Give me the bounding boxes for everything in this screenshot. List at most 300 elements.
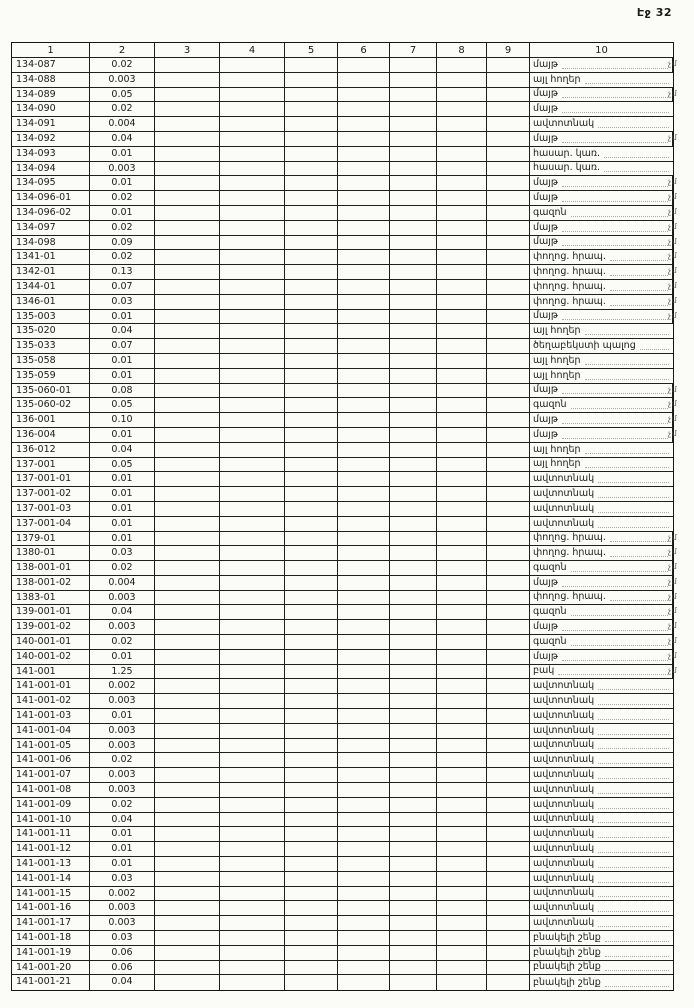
land-use-text: ավտոտնակ xyxy=(533,917,595,929)
empty-cell xyxy=(285,369,338,384)
dotted-leader xyxy=(562,586,668,587)
empty-cell xyxy=(155,339,220,354)
dotted-leader xyxy=(562,438,668,439)
empty-cell xyxy=(487,162,530,177)
empty-cell xyxy=(155,295,220,310)
area-value: 0.01 xyxy=(90,428,155,443)
empty-cell xyxy=(487,532,530,547)
land-use xyxy=(530,458,673,473)
empty-cell xyxy=(487,369,530,384)
empty-cell xyxy=(338,458,390,473)
area-value: 0.004 xyxy=(90,576,155,591)
land-use xyxy=(530,176,673,191)
table-row xyxy=(12,546,678,561)
dotted-leader xyxy=(605,941,669,942)
parcel-code: 141-001-07 xyxy=(12,768,90,783)
empty-cell xyxy=(220,591,285,606)
empty-cell xyxy=(220,502,285,517)
empty-cell xyxy=(155,73,220,88)
empty-cell xyxy=(155,975,220,990)
dotted-leader xyxy=(585,467,669,468)
empty-cell xyxy=(155,561,220,576)
area-value: 0.01 xyxy=(90,650,155,665)
parcel-code: 134-087 xyxy=(12,58,90,73)
empty-cell xyxy=(285,665,338,680)
empty-cell xyxy=(487,887,530,902)
empty-cell xyxy=(390,620,437,635)
land-use xyxy=(530,975,673,990)
parcel-code: 1380-01 xyxy=(12,546,90,561)
empty-cell xyxy=(338,310,390,325)
empty-cell xyxy=(390,413,437,428)
empty-cell xyxy=(155,176,220,191)
table-row xyxy=(12,753,673,768)
empty-cell xyxy=(437,605,487,620)
empty-cell xyxy=(220,694,285,709)
empty-cell xyxy=(155,842,220,857)
parcel-code: 135-060-01 xyxy=(12,384,90,399)
empty-cell xyxy=(487,472,530,487)
empty-cell xyxy=(220,443,285,458)
area-value: 0.02 xyxy=(90,561,155,576)
table-row xyxy=(12,561,678,576)
table-row xyxy=(12,635,678,650)
area-value: 0.02 xyxy=(90,191,155,206)
area-value: 0.02 xyxy=(90,798,155,813)
table-row xyxy=(12,250,678,265)
empty-cell xyxy=(285,147,338,162)
empty-cell xyxy=(220,176,285,191)
land-use-text: գազոն xyxy=(533,635,567,647)
empty-cell xyxy=(437,369,487,384)
empty-cell xyxy=(487,206,530,221)
column-header-2: 2 xyxy=(90,43,155,58)
land-use-text: ավտոտնակ xyxy=(533,709,595,721)
dotted-leader xyxy=(598,822,669,823)
empty-cell xyxy=(437,236,487,251)
margin-note: չմ xyxy=(668,310,678,320)
empty-cell xyxy=(220,753,285,768)
parcel-code: 137-001-01 xyxy=(12,472,90,487)
empty-cell xyxy=(220,73,285,88)
empty-cell xyxy=(220,635,285,650)
empty-cell xyxy=(487,236,530,251)
dotted-leader xyxy=(562,142,668,143)
empty-cell xyxy=(338,605,390,620)
empty-cell xyxy=(338,798,390,813)
land-use xyxy=(530,887,673,902)
empty-cell xyxy=(487,872,530,887)
table-row xyxy=(12,487,673,502)
empty-cell xyxy=(487,132,530,147)
area-value: 0.003 xyxy=(90,739,155,754)
dotted-leader xyxy=(585,83,669,84)
column-header-3: 3 xyxy=(155,43,220,58)
empty-cell xyxy=(390,398,437,413)
land-use xyxy=(530,147,673,162)
land-use-text: ավտոտնակ xyxy=(533,902,595,914)
land-use xyxy=(530,73,673,88)
empty-cell xyxy=(155,428,220,443)
empty-cell xyxy=(487,753,530,768)
empty-cell xyxy=(437,961,487,976)
area-value: 0.02 xyxy=(90,753,155,768)
land-use-text: հասար. կառ. xyxy=(533,147,601,159)
dotted-leader xyxy=(571,615,668,616)
empty-cell xyxy=(338,650,390,665)
empty-cell xyxy=(390,665,437,680)
parcel-code: 135-020 xyxy=(12,324,90,339)
table-row xyxy=(12,280,678,295)
empty-cell xyxy=(155,250,220,265)
empty-cell xyxy=(285,487,338,502)
empty-cell xyxy=(390,58,437,73)
empty-cell xyxy=(285,532,338,547)
empty-cell xyxy=(487,191,530,206)
empty-cell xyxy=(285,102,338,117)
empty-cell xyxy=(487,176,530,191)
margin-note: չմ xyxy=(668,384,678,394)
empty-cell xyxy=(338,813,390,828)
empty-cell xyxy=(390,487,437,502)
empty-cell xyxy=(437,487,487,502)
area-value: 0.002 xyxy=(90,887,155,902)
empty-cell xyxy=(155,605,220,620)
area-value: 0.04 xyxy=(90,132,155,147)
parcel-code: 136-004 xyxy=(12,428,90,443)
empty-cell xyxy=(487,798,530,813)
land-use xyxy=(530,546,673,561)
dotted-leader xyxy=(640,349,669,350)
empty-cell xyxy=(487,576,530,591)
empty-cell xyxy=(338,975,390,990)
land-use xyxy=(530,443,673,458)
margin-note: չմ xyxy=(668,414,678,424)
empty-cell xyxy=(220,546,285,561)
empty-cell xyxy=(220,265,285,280)
empty-cell xyxy=(155,798,220,813)
empty-cell xyxy=(155,265,220,280)
land-parcel-table xyxy=(11,42,678,991)
empty-cell xyxy=(338,961,390,976)
empty-cell xyxy=(285,901,338,916)
land-use xyxy=(530,221,673,236)
empty-cell xyxy=(220,250,285,265)
empty-cell xyxy=(155,635,220,650)
land-use-text: մայթ xyxy=(533,132,558,144)
table-body xyxy=(12,58,678,990)
empty-cell xyxy=(437,147,487,162)
table-row xyxy=(12,739,673,754)
empty-cell xyxy=(390,813,437,828)
empty-cell xyxy=(220,872,285,887)
land-use-text: ավտոտնակ xyxy=(533,517,595,529)
empty-cell xyxy=(338,724,390,739)
land-use xyxy=(530,280,673,295)
empty-cell xyxy=(285,961,338,976)
empty-cell xyxy=(155,324,220,339)
empty-cell xyxy=(437,753,487,768)
parcel-code: 134-096-02 xyxy=(12,206,90,221)
land-use xyxy=(530,591,673,606)
empty-cell xyxy=(390,280,437,295)
empty-cell xyxy=(390,176,437,191)
dotted-leader xyxy=(562,231,668,232)
empty-cell xyxy=(338,739,390,754)
land-use-text: ավտոտնակ xyxy=(533,887,595,899)
parcel-code: 134-093 xyxy=(12,147,90,162)
dotted-leader xyxy=(598,748,669,749)
column-header-1: 1 xyxy=(12,43,90,58)
table-row xyxy=(12,916,673,931)
table-row xyxy=(12,324,673,339)
parcel-code: 141-001-21 xyxy=(12,975,90,990)
margin-note: չմ xyxy=(668,266,678,276)
empty-cell xyxy=(220,310,285,325)
empty-cell xyxy=(390,502,437,517)
land-use xyxy=(530,339,673,354)
land-use xyxy=(530,576,673,591)
land-use-text: այլ հողեր xyxy=(533,73,581,85)
empty-cell xyxy=(155,739,220,754)
table-row xyxy=(12,872,673,887)
empty-cell xyxy=(437,842,487,857)
area-value: 0.01 xyxy=(90,532,155,547)
land-use xyxy=(530,236,673,251)
table-row xyxy=(12,931,673,946)
empty-cell xyxy=(220,236,285,251)
empty-cell xyxy=(220,102,285,117)
dotted-leader xyxy=(558,674,668,675)
dotted-leader xyxy=(562,423,668,424)
parcel-code: 141-001-19 xyxy=(12,946,90,961)
empty-cell xyxy=(220,147,285,162)
empty-cell xyxy=(390,458,437,473)
parcel-code: 137-001-04 xyxy=(12,517,90,532)
empty-cell xyxy=(338,620,390,635)
empty-cell xyxy=(285,354,338,369)
empty-cell xyxy=(338,532,390,547)
parcel-code: 134-095 xyxy=(12,176,90,191)
empty-cell xyxy=(220,58,285,73)
empty-cell xyxy=(155,901,220,916)
empty-cell xyxy=(437,265,487,280)
empty-cell xyxy=(437,694,487,709)
dotted-leader xyxy=(598,808,669,809)
empty-cell xyxy=(155,413,220,428)
land-use-text: փողոց. հրապ. xyxy=(533,295,606,307)
empty-cell xyxy=(338,591,390,606)
land-use xyxy=(530,191,673,206)
parcel-code: 135-058 xyxy=(12,354,90,369)
land-use-text: բակ xyxy=(533,665,555,677)
empty-cell xyxy=(155,931,220,946)
parcel-code: 141-001-05 xyxy=(12,739,90,754)
empty-cell xyxy=(155,458,220,473)
empty-cell xyxy=(285,694,338,709)
land-use-text: փողոց. հրապ. xyxy=(533,280,606,292)
land-use xyxy=(530,472,673,487)
empty-cell xyxy=(285,798,338,813)
empty-cell xyxy=(338,295,390,310)
empty-cell xyxy=(285,221,338,236)
empty-cell xyxy=(487,946,530,961)
empty-cell xyxy=(338,206,390,221)
empty-cell xyxy=(390,369,437,384)
parcel-code: 140-001-02 xyxy=(12,650,90,665)
parcel-code: 141-001-06 xyxy=(12,753,90,768)
table-row xyxy=(12,724,673,739)
parcel-code: 134-088 xyxy=(12,73,90,88)
empty-cell xyxy=(338,694,390,709)
empty-cell xyxy=(338,487,390,502)
empty-cell xyxy=(338,768,390,783)
land-use-text: մայթ xyxy=(533,191,558,203)
empty-cell xyxy=(390,975,437,990)
empty-cell xyxy=(220,576,285,591)
table-row xyxy=(12,354,673,369)
empty-cell xyxy=(338,147,390,162)
empty-cell xyxy=(220,916,285,931)
empty-cell xyxy=(220,354,285,369)
parcel-code: 141-001-12 xyxy=(12,842,90,857)
area-value: 0.02 xyxy=(90,102,155,117)
empty-cell xyxy=(390,191,437,206)
empty-cell xyxy=(487,384,530,399)
land-use-text: մայթ xyxy=(533,576,558,588)
land-use xyxy=(530,398,673,413)
margin-note: չմ xyxy=(668,428,678,438)
empty-cell xyxy=(338,783,390,798)
margin-note: չմ xyxy=(668,177,678,187)
dotted-leader xyxy=(585,334,669,335)
table-row xyxy=(12,768,673,783)
empty-cell xyxy=(155,236,220,251)
empty-cell xyxy=(390,827,437,842)
empty-cell xyxy=(487,916,530,931)
empty-cell xyxy=(437,532,487,547)
margin-note: չմ xyxy=(668,251,678,261)
empty-cell xyxy=(390,532,437,547)
empty-cell xyxy=(155,88,220,103)
empty-cell xyxy=(155,679,220,694)
empty-cell xyxy=(220,679,285,694)
empty-cell xyxy=(338,280,390,295)
empty-cell xyxy=(285,887,338,902)
parcel-code: 141-001-02 xyxy=(12,694,90,709)
empty-cell xyxy=(487,561,530,576)
land-use xyxy=(530,916,673,931)
dotted-leader xyxy=(598,719,669,720)
area-value: 0.04 xyxy=(90,443,155,458)
empty-cell xyxy=(220,709,285,724)
empty-cell xyxy=(338,561,390,576)
empty-cell xyxy=(285,753,338,768)
table-row xyxy=(12,147,673,162)
table-row xyxy=(12,443,673,458)
empty-cell xyxy=(155,872,220,887)
dotted-leader xyxy=(605,986,669,987)
parcel-code: 135-003 xyxy=(12,310,90,325)
empty-cell xyxy=(437,709,487,724)
empty-cell xyxy=(220,206,285,221)
empty-cell xyxy=(390,162,437,177)
empty-cell xyxy=(155,650,220,665)
table-row xyxy=(12,310,678,325)
table-row xyxy=(12,265,678,280)
empty-cell xyxy=(487,413,530,428)
table-row xyxy=(12,857,673,872)
empty-cell xyxy=(487,783,530,798)
margin-note: չմ xyxy=(668,576,678,586)
empty-cell xyxy=(390,206,437,221)
land-use-text: ավտոտնակ xyxy=(533,473,595,485)
empty-cell xyxy=(155,857,220,872)
empty-cell xyxy=(285,280,338,295)
table-row xyxy=(12,532,678,547)
dotted-leader xyxy=(562,393,668,394)
empty-cell xyxy=(285,324,338,339)
area-value: 0.01 xyxy=(90,827,155,842)
land-use-text: այլ հողեր xyxy=(533,354,581,366)
empty-cell xyxy=(285,605,338,620)
empty-cell xyxy=(390,946,437,961)
empty-cell xyxy=(155,58,220,73)
land-use xyxy=(530,783,673,798)
parcel-code: 139-001-02 xyxy=(12,620,90,635)
empty-cell xyxy=(338,901,390,916)
empty-cell xyxy=(437,872,487,887)
empty-cell xyxy=(390,753,437,768)
empty-cell xyxy=(437,813,487,828)
land-use-text: ավտոտնակ xyxy=(533,843,595,855)
land-use xyxy=(530,162,673,177)
land-use-text: մայթ xyxy=(533,413,558,425)
table-row xyxy=(12,162,673,177)
land-use-text: բնակելի շենք xyxy=(533,961,601,973)
empty-cell xyxy=(285,561,338,576)
dotted-leader xyxy=(562,68,668,69)
empty-cell xyxy=(220,369,285,384)
parcel-code: 1344-01 xyxy=(12,280,90,295)
empty-cell xyxy=(285,591,338,606)
empty-cell xyxy=(437,901,487,916)
column-header-6: 6 xyxy=(338,43,390,58)
empty-cell xyxy=(338,162,390,177)
empty-cell xyxy=(437,295,487,310)
margin-note: չմ xyxy=(668,221,678,231)
area-value: 0.01 xyxy=(90,147,155,162)
area-value: 0.003 xyxy=(90,916,155,931)
empty-cell xyxy=(437,339,487,354)
parcel-code: 141-001-09 xyxy=(12,798,90,813)
empty-cell xyxy=(338,665,390,680)
empty-cell xyxy=(220,901,285,916)
land-use-text: փողոց. հրապ. xyxy=(533,547,606,559)
empty-cell xyxy=(390,88,437,103)
empty-cell xyxy=(220,428,285,443)
empty-cell xyxy=(390,147,437,162)
column-header-5: 5 xyxy=(285,43,338,58)
parcel-code: 141-001-13 xyxy=(12,857,90,872)
table-row xyxy=(12,591,678,606)
empty-cell xyxy=(220,517,285,532)
empty-cell xyxy=(437,931,487,946)
empty-cell xyxy=(437,635,487,650)
land-use xyxy=(530,620,673,635)
empty-cell xyxy=(437,546,487,561)
empty-cell xyxy=(437,517,487,532)
